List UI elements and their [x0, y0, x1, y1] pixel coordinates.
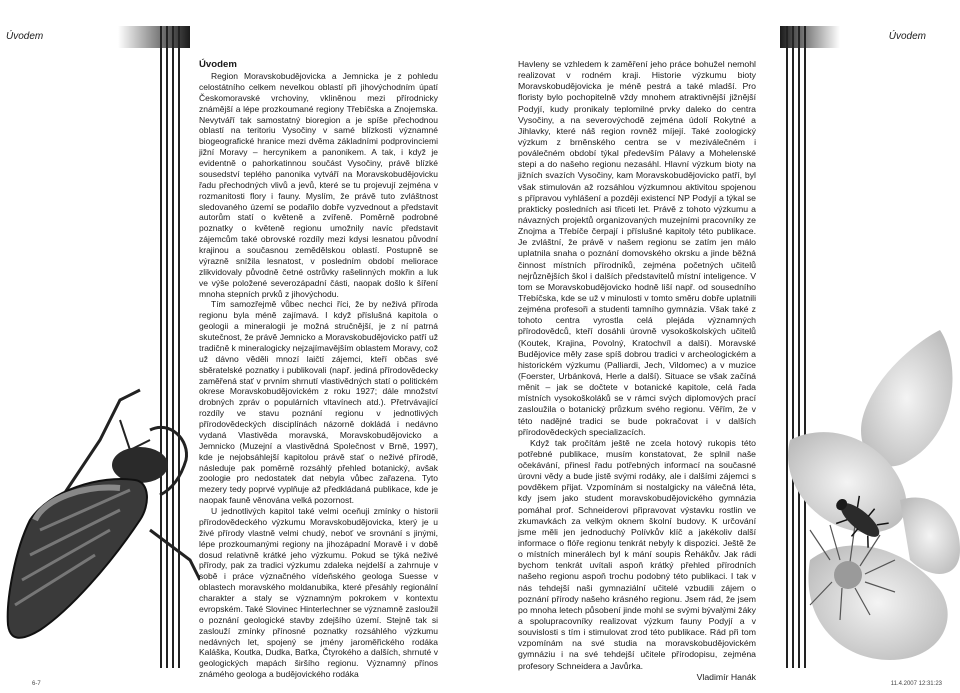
- article-heading: Úvodem: [199, 59, 237, 70]
- page-numbers: 6-7: [32, 681, 41, 687]
- article-left-column: [199, 59, 438, 680]
- header-left-label: Úvodem: [6, 31, 44, 42]
- header-right-label: Úvodem: [888, 31, 926, 42]
- author-signature: Vladimír Hanák: [696, 671, 756, 682]
- print-timestamp: 11.4.2007 12:31:23: [890, 681, 942, 687]
- header-band-right: [780, 26, 840, 48]
- article-paragraph: Když tak pročítám ještě ne zcela hotový rukopis této potřebné publikace, musím konstatovat, že splnil naše očekávání, přinesl řadu potřebných informací na současné úrovni vědy a bude jistě svými rodáky, ale i dalšími zájemci s povděkem přijat. Vzpomínám si nostalgicky na válečná léta, kdy jsem jako student moravskobudějovického gymnázia pomáhal prof. Schneiderovi připravovat výstavku rostlin ve zkumavkách za velkým oknem školní budovy. K určování jsme měli jen jednoduchý Polívkův klíč a jakékoliv další informace o flóře regionu tenkrát nebyly k dispozici. Ještě že o místních minerálech byl k mání soupis Řehákův. Jak rádi bychom tenkrát uvítali aspoň krátký přehled přírodních našeho regionu aspoň trochu podobný této publikaci. I tak v nás tehdejší naši gymnaziální učitelé vzbudili zájem o poznání přírody našeho krásného regionu. Jsem rád, že jsem po mnoha letech působení jinde mohl se svými bývalými žáky a spolupracovníky realizovat výzkum fauny Podyjí a v souvislosti s tím i stimulovat zrod této publikace. Rád při tom vzpomínám na své studia na moravskobudějovickém gymnáziu i na své tehdejší učitele přírodopisu, zejména profesory Schneidera a Javůrka.: [518, 437, 756, 671]
- article-paragraph: Tím samozřejmě vůbec nechci říci, že by neživá příroda regionu byla méně zajímavá. I když příslušná kapitola o geologii a mineralogii je možná stručnější, je z ní patrná skutečnost, že právě Jemnicko a Moravskobudějovicko patří už tradičně k mineralogicky nejzajímavějším oblastem Moravy, což už dávno věděli mnozí laičtí zájemci, kteří občas své sběratelské poznatky i publikovali (např. jediná přírodovědecky zaměřená stať v prvním shrnutí vlastivědných statí o politickém okrese Moravskobudějovickém z roku 1927; dále množství drobných zpráv o populárních vltavínech atd.). Přetrvávající rozdíly ve stavu poznání regionu v jednotlivých přírodovědeckých disciplínách názorně dokládá i nedávno vydaná Vlastivěda moravská, Moravskobudějovicko a Jemnicko (Muzejní a vlastivědná Společnost v Brně, 1997), kde je nejobsáhlejší kapitolou právě stať o neživé přírodě, následuje pak poměrně rozsáhlý přehled botanický, avšak zoologie pro nedostatek dat nebyla vůbec zařazena. Tyto mezery tedy poprvé vyplňuje až předkládaná publikace, kde je naopak fauně věnována velká pozornost.: [199, 299, 438, 506]
- article-paragraph: U jednotlivých kapitol také velmi oceňuji zmínky o historii přírodovědeckého výzkumu Moravskobudějovicka, který je u živé přírody vlastně velmi chudý, neboť ve srovnání s jinými, lépe prozkoumanými regiony na jihozápadní Moravě i v době dosud relativně krátké jeho výzkumu. Pokud se týká neživé přírody, pak za tradici výzkumu zdaleka nejdelší a zahrnuje v sobě i práce význačného vídeňského geologa Suesse v oblastech moravského moldanubika, které přesáhly regionální charakter a staly se významným pokrokem v kontextu evropském. Také Slovinec Hinterlechner se významně zasloužil o poznání geologické stavby zdejšího území. Stejně tak si zaslouží zmínky přínosné poznatky rozsáhlého výzkumu nedávných let, spojený se jmény jaroměřického rodáka Kaláška, Koutka, Dudka, Baťka, Čtyrokého a dalších, shrnuté v geologických mapách širšího regionu. Významný přínos známého geologa a budějovického rodáka: [199, 506, 438, 680]
- article-right-column: [518, 59, 756, 683]
- article-paragraph: Region Moravskobudějovicka a Jemnicka je z pohledu celostátního celkem nevelkou oblastí při jihovýchodním úpatí Českomoravské vrchoviny, vkliněnou mezi přírodnicky známější a lépe prozkoumané regiony Třebíčska a Znojemska. Nevytváří tak samostatný bioregion a je spíše přechodnou oblastí na teritoriu Vysočiny v samé blízkosti významné biogeografické hranice mezi dvěma základními podprovinciemi jižní Moravy – hercynikem a panonikem. A tak, i když je evidentně o pahorkatinnou součást Vysočiny, právě blízké sousedství teplého panonika vytváří na Moravskobudějovicku řadu přechodných vlivů a jevů, které se tu projevují zejména v rozmanitosti flory i fauny. Myslím, že právě tuto zvláštnost sledovaného území se podařilo dobře vyzvednout a představit autorům statí o květeně a zvířeně. Poměrně podrobné poznatky o květeně regionu umožnily navíc představit zájemcům také obrovské rozdíly mezi kdysi lesnatou původní krajinou a současnou zemědělskou oblastí. Postupně se výrazně snížila lesnatost, v posledním období meliorace zlikvidovaly původně četné ostrůvky rašelinných mokřin a luk ve výše položené severozápadní části, naopak došlo k šíření mnoha stepních prvků z jihovýchodu.: [199, 71, 438, 299]
- flower-with-beetle-photo: [770, 330, 960, 675]
- beetle-illustration: [0, 380, 200, 680]
- article-paragraph: Havleny se vzhledem k zaměření jeho práce bohužel nemohl realizovat v rodném kraji. Historie výzkumu bioty Moravskobudějovicka je méně pestrá a také mladší. Pro floristy bylo pochopitelně vždy mnohem atraktivnější jižnější Podyjí, kudy pronikaly teplomilné prvky daleko do centra Vysočiny, a na severovýchodě zejména údolí Rokytné a Jihlavky, které náš region rovněž míjejí. Také zoologický výzkum z brněnského centra se v meziválečném i poválečném období týkal především Pálavy a Mohelenské stepi a do našeho regionu nezasáhl. Hlavní výzkum bioty na jižních svazích Vysočiny, kam Moravskobudějovicko patří, byl však stimulován až rozsáhlou výzkumnou aktivitou spojenou s přípravou vyhlášení a později existencí NP Podyjí a týkal se prakticky posledních asi třiceti let. Právě z tohoto výzkumu a návazných projektů organizovaných muzejními pracovníky ze Znojma a Třebíče čerpají i příslušné kapitoly této publikace. Je zvláštní, že právě v našem regionu se zatím jen málo uplatnila snaha o poznání domovského okrsku a jinde běžná činnost místních přírodníků, zejména početných učitelů nejrůznějších škol i dalších představitelů místní inteligence. V tom se Moravskobudějovicko hodně liší např. od sousedního Třebíčska, kde se už v minulosti v tomto směru dobře uplatnili zejména profesoři a studenti tamního gymnázia. Však také z tohoto centra vyrostla celá plejáda významných přírodovědců, kteří dosáhli úrovně vysokoškolských učitelů (Koutek, Krajina, Povolný, Kratochvíl a další). Moravské Budějovice měly zase spíš dobrou tradici v archeologickém a historickém výzkumu (Palliardi, Jech, Vildomec) a v muzice (Foerster, Urbánková, Herle a další). Situace se však začíná měnit – jak se dočtete v botanické kapitole, celá řada místních vysokoškoláků se v rámci svých diplomových prací zasloužila o botanický průzkum svého regionu. Věřím, že v této nadějné tradici se bude pokračovat i v dalších přírodovědeckých specializacích.: [518, 59, 756, 437]
- header-band-center: [190, 26, 780, 48]
